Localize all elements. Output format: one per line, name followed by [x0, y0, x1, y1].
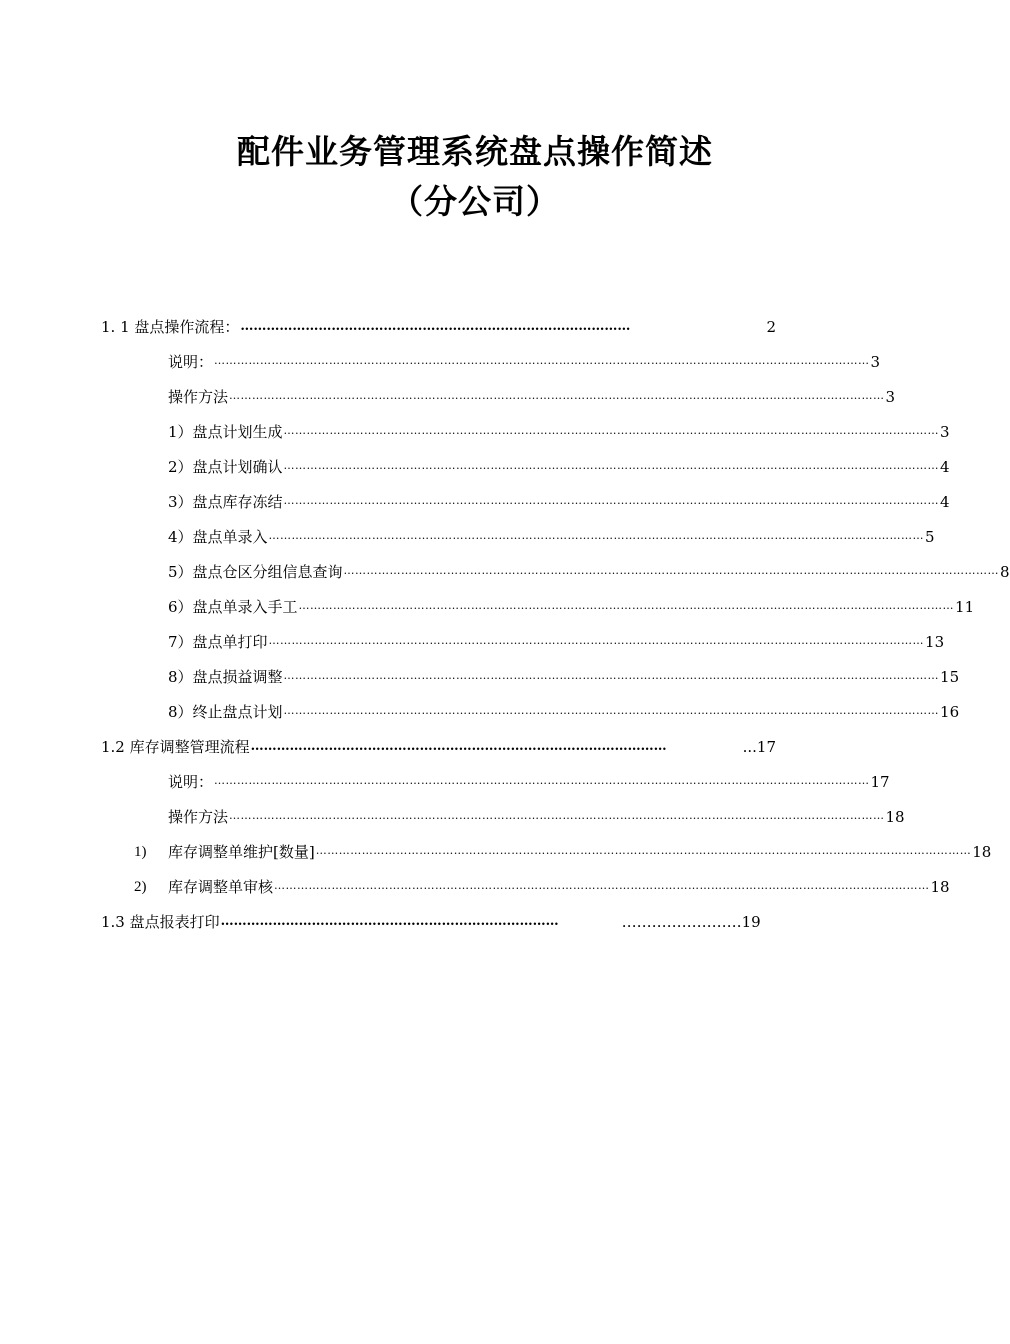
toc-leader: ……………………………………………………………………………………………………………………………………………………… [343, 564, 1000, 577]
toc-page-number: 13 [925, 633, 945, 651]
toc-entry[interactable] [101, 315, 776, 337]
toc-entry[interactable] [168, 875, 950, 897]
toc-page-number: ……………………19 [621, 913, 761, 931]
toc-entry[interactable] [168, 840, 992, 862]
toc-entry[interactable] [168, 560, 1010, 582]
toc-entry[interactable] [168, 665, 960, 687]
toc-entry-label: 说明： [168, 773, 214, 791]
toc-entry[interactable] [168, 700, 960, 722]
toc-entry[interactable] [168, 525, 935, 547]
toc-page-number: 18 [930, 878, 950, 896]
toc-entry-label: 8）终止盘点计划 [168, 703, 283, 721]
toc-entry-label: 5）盘点仓区分组信息查询 [168, 563, 343, 581]
toc-leader: ……………………………………………………………………………………………………………………………………………………… [315, 844, 972, 857]
toc-entry[interactable] [101, 910, 776, 932]
toc-page-number: 15 [940, 668, 960, 686]
toc-entry[interactable] [168, 385, 896, 407]
toc-page-number: 16 [940, 703, 960, 721]
toc-page-number: 4 [940, 458, 950, 476]
toc-entry-label: 7）盘点单打印 [168, 633, 268, 651]
toc-leader: ……………………………………………………………………………………………………………………………………………………… [283, 704, 940, 717]
toc-leader: ……………………………………………………………………………………………………………………………………………………… [283, 459, 940, 472]
document-subtitle: （分公司） [390, 182, 560, 221]
toc-entry-label: 说明： [168, 353, 214, 371]
toc-entry[interactable] [101, 735, 776, 757]
toc-leader: ……………………………………………………………………………………………………………………………………………………… [274, 879, 930, 892]
toc-page-number: 18 [972, 843, 992, 861]
toc-entry[interactable] [168, 350, 881, 372]
document-title: 配件业务管理系统盘点操作简述 [237, 132, 713, 171]
toc-entry-label: 6）盘点单录入手工 [168, 598, 298, 616]
toc-entry-label: 库存调整单审核 [168, 878, 274, 896]
toc-leader: ……………………………………………………………………………………………………………………………………………………… [214, 774, 870, 787]
toc-page-number: 3 [870, 353, 881, 371]
toc-page-number: 11 [955, 598, 975, 616]
toc-leader: …………………………………………………………………… [220, 914, 559, 929]
toc-entry-label: 4）盘点单录入 [168, 528, 268, 546]
toc-entry[interactable] [168, 490, 950, 512]
toc-list-number: 2) [134, 879, 147, 895]
toc-entry-label: 操作方法 [168, 808, 229, 826]
toc-leader: ……………………………………………………………………………………………………………………………………………………… [283, 669, 940, 682]
toc-page-number: ...17 [742, 738, 776, 756]
toc-leader: ……………………………………………………………………………………………………………………………………………………… [283, 424, 940, 437]
toc-page-number: 8 [1000, 563, 1010, 581]
toc-page-number: 3 [940, 423, 950, 441]
toc-page-number: 18 [885, 808, 905, 826]
toc-page-number: 2 [766, 318, 776, 336]
toc-page-number: 17 [870, 773, 890, 791]
toc-leader: ……………………………………………………………………………………………………………………………………………………… [268, 529, 925, 542]
toc-entry[interactable] [168, 455, 950, 477]
toc-entry-label: 1）盘点计划生成 [168, 423, 283, 441]
toc-leader: ……………………………………………………………………………………………………………………………………………………… [268, 634, 925, 647]
toc-entry-label: 3）盘点库存冻结 [168, 493, 283, 511]
toc-page-number: 5 [925, 528, 935, 546]
toc-entry-label: 1. 1 盘点操作流程： [101, 318, 240, 336]
toc-leader: ……………………………………………………………………………………………………………………………………………………… [283, 494, 940, 507]
toc-entry-label: 库存调整单维护[数量] [168, 843, 315, 861]
toc-entry-label: 2）盘点计划确认 [168, 458, 283, 476]
toc-entry-label: 8）盘点损益调整 [168, 668, 283, 686]
toc-entry[interactable] [168, 630, 945, 652]
toc-entry[interactable] [168, 595, 975, 617]
toc-leader: ……………………………………………………………………………………………………………………………………………………… [229, 389, 885, 402]
toc-entry[interactable] [168, 805, 905, 827]
toc-page-number: 4 [940, 493, 950, 511]
toc-entry[interactable] [168, 770, 890, 792]
toc-leader: …………………………………………………………………………………… [250, 739, 667, 754]
toc-leader: ……………………………………………………………………………… [240, 319, 631, 334]
toc-entry[interactable] [168, 420, 950, 442]
toc-entry-label: 操作方法 [168, 388, 229, 406]
toc-list-number: 1) [134, 844, 147, 860]
toc-leader: ……………………………………………………………………………………………………………………………………………………… [214, 354, 870, 367]
toc-leader: ……………………………………………………………………………………………………………………………………………………… [229, 809, 885, 822]
toc-entry-label: 1.3 盘点报表打印 [101, 913, 220, 931]
toc-entry-label: 1.2 库存调整管理流程 [101, 738, 250, 756]
toc-page-number: 3 [885, 388, 896, 406]
toc-leader: ……………………………………………………………………………………………………………………………………………………… [298, 599, 955, 612]
